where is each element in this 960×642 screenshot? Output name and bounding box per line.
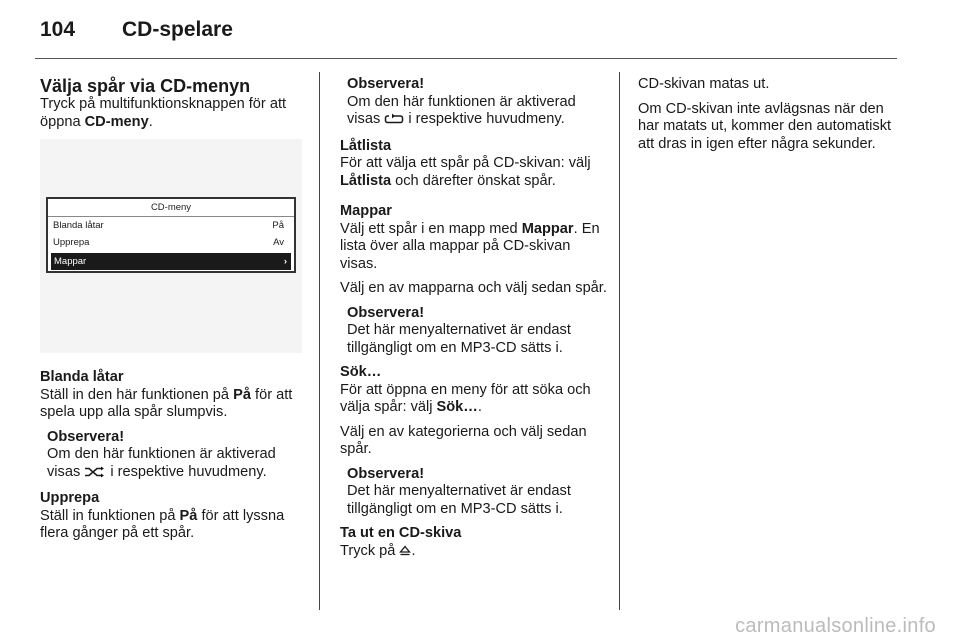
- note-text: Det här menyalternativet är endast tillgängligt om en MP3-CD sätts i.: [347, 322, 571, 356]
- note-box: [340, 76, 608, 131]
- mappar-paragraph-2: Välj en av mapparna och välj sedan spår.: [340, 280, 607, 296]
- tautut-paragraph: [340, 543, 608, 563]
- intro-paragraph: [40, 96, 308, 131]
- menu-row-shuffle: [48, 217, 294, 234]
- column-1: [40, 76, 308, 550]
- sok-paragraph: [340, 382, 608, 417]
- note-text: [347, 94, 608, 131]
- intro-bold: CD-meny: [84, 113, 149, 130]
- tautut-heading: Ta ut en CD-skiva: [340, 525, 462, 541]
- menu-row-label: Blanda låtar: [53, 220, 104, 231]
- watermark: carmanualsonline.info: [735, 615, 936, 637]
- note-title: Observera!: [347, 304, 425, 321]
- latlista-heading: Låtlista: [340, 137, 392, 154]
- note-text: Det här menyalternativet är endast tillgängligt om en MP3-CD sätts i.: [347, 483, 571, 517]
- latlista-bold: Låtlista: [340, 172, 392, 189]
- tautut-text: Tryck på: [340, 542, 400, 559]
- menu-row-value: Av: [273, 237, 284, 248]
- section-heading: Välja spår via CD-menyn: [40, 76, 251, 96]
- upprepa-bold: På: [179, 507, 198, 524]
- blanda-bold: På: [233, 386, 251, 403]
- column-2: [340, 76, 608, 569]
- column-divider: [619, 72, 620, 610]
- column-3: [638, 76, 906, 160]
- blanda-text-end: för att spela upp alla spår slumpvis.: [40, 386, 293, 420]
- blanda-heading: Blanda låtar: [40, 369, 124, 385]
- note-title: Observera!: [47, 428, 125, 445]
- mappar-heading: Mappar: [340, 203, 392, 219]
- menu-row-label: Mappar: [54, 256, 87, 267]
- menu-row-label: Upprepa: [53, 237, 90, 248]
- page-number: 104: [40, 18, 76, 41]
- intro-text: Tryck på multifunktionsknappen för att öppna: [40, 96, 287, 130]
- note-box: [340, 305, 608, 358]
- sok-heading: Sök…: [340, 364, 382, 380]
- cd-menu-screenshot: [40, 139, 302, 353]
- sok-bold: Sök…: [436, 399, 478, 415]
- note-title: Observera!: [347, 465, 425, 482]
- menu-row-repeat: [48, 234, 294, 251]
- latlista-text: För att välja ett spår på CD-skivan: välj: [340, 155, 591, 171]
- cd-menu-display: [46, 197, 296, 273]
- upprepa-paragraph: [40, 508, 308, 543]
- eject-icon: [399, 545, 411, 563]
- tautut-text-end: .: [411, 542, 416, 559]
- note-title: Observera!: [347, 76, 425, 92]
- header-rule: [35, 58, 897, 59]
- repeat-icon: [384, 113, 404, 131]
- sok-text-end: .: [477, 399, 482, 415]
- sok-text: För att öppna en meny för att söka och välja spår: välj: [340, 381, 591, 415]
- mappar-paragraph: [340, 221, 608, 274]
- note-box: [40, 429, 308, 484]
- note-text: [47, 446, 308, 483]
- upprepa-text-end: för att lyssna flera gånger på ett spår.: [40, 507, 285, 541]
- chevron-right-icon: ›: [283, 256, 287, 267]
- column-divider: [319, 72, 320, 610]
- latlista-text-end: och därefter önskat spår.: [391, 172, 556, 189]
- page-title: CD-spelare: [122, 18, 233, 41]
- mappar-text-end: . En lista över alla mappar på CD-skivan visas.: [340, 220, 600, 272]
- shuffle-icon: [84, 466, 106, 484]
- page-header: [0, 0, 960, 56]
- latlista-paragraph: [340, 155, 608, 190]
- note-text-start: Om den här funktionen är aktiverad visas: [47, 446, 276, 480]
- eject-paragraph-2: Om CD-skivan inte avlägsnas när den har matats ut, kommer den automatiskt att dras in igen efter några sekunder.: [638, 100, 892, 152]
- note-text-end: i respektive huvudmeny.: [106, 463, 267, 480]
- upprepa-heading: Upprepa: [40, 490, 100, 506]
- intro-end: .: [148, 113, 153, 130]
- note-text-start: Om den här funktionen är aktiverad visas: [347, 93, 576, 127]
- screen-title: CD-meny: [48, 199, 294, 217]
- eject-paragraph-1: CD-skivan matas ut.: [638, 76, 770, 92]
- upprepa-text: Ställ in funktionen på: [40, 507, 180, 524]
- mappar-text: Välj ett spår i en mapp med: [340, 220, 522, 237]
- note-box: [340, 466, 608, 519]
- menu-row-folders: [51, 253, 291, 270]
- sok-paragraph-2: Välj en av kategorierna och välj sedan spår.: [340, 423, 587, 457]
- blanda-text: Ställ in den här funktionen på: [40, 386, 234, 403]
- blanda-paragraph: [40, 387, 308, 422]
- menu-row-value: På: [272, 220, 284, 231]
- mappar-bold: Mappar: [521, 220, 574, 237]
- note-text-end: i respektive huvudmeny.: [404, 111, 565, 127]
